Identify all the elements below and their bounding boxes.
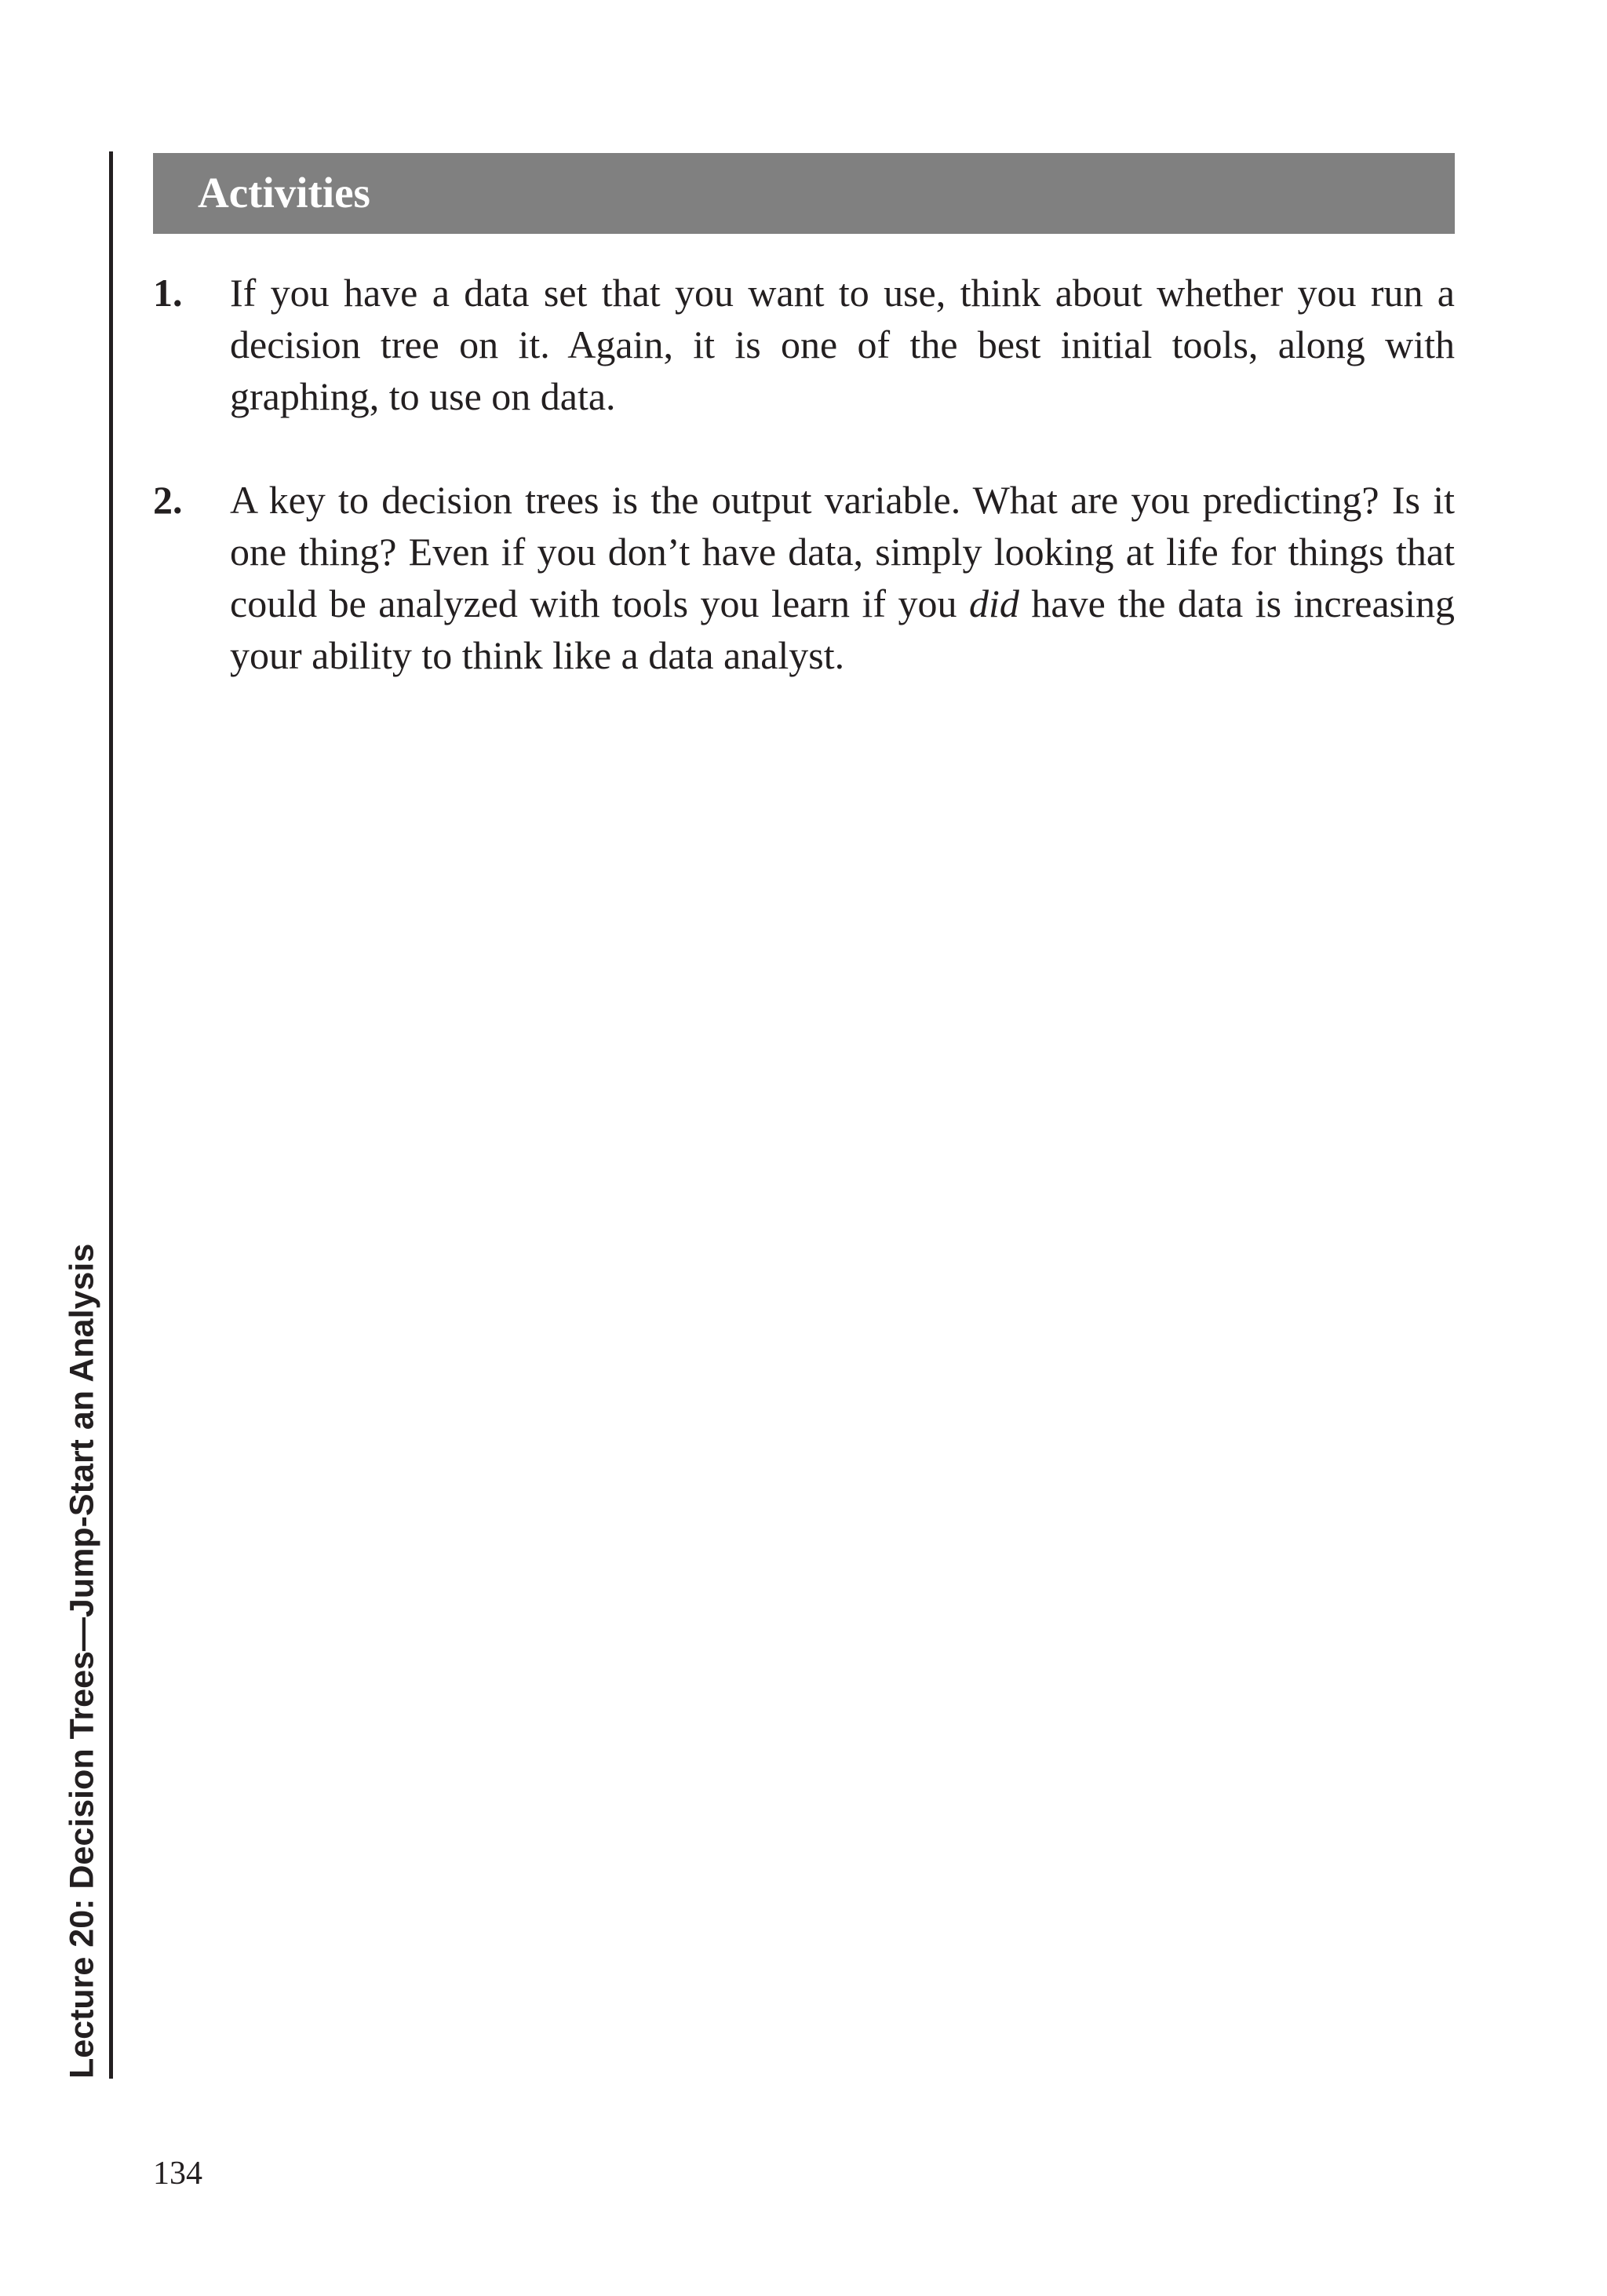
activity-text-after-emphasis: have the data is increasing your ability to think like a data analyst.	[230, 581, 1455, 677]
section-header-bar	[153, 153, 1455, 234]
activity-number: 1.	[153, 271, 183, 315]
margin-rule	[109, 151, 113, 2079]
activity-item-2	[153, 474, 1455, 681]
running-head: Lecture 20: Decision Trees—Jump-Start an Analysis	[63, 1243, 101, 2079]
section-title: Activities	[198, 169, 370, 217]
activity-item-1	[153, 267, 1455, 422]
activity-text-before-emphasis: A key to decision trees is the output variable. What are you predicting? Is it one thing? Even if you don’t have data, simply looking at life for things that could be analyzed with tools you learn if you	[230, 478, 1455, 625]
activity-text	[230, 474, 1455, 681]
activity-text: If you have a data set that you want to use, think about whether you run a decision tree on it. Again, it is one of the best initial tools, along with graphing, to use on data.	[230, 271, 1455, 418]
activities-list	[153, 267, 1455, 681]
activity-emphasis: did	[969, 581, 1019, 625]
page-number: 134	[153, 2156, 202, 2192]
activity-number: 2.	[153, 478, 183, 522]
